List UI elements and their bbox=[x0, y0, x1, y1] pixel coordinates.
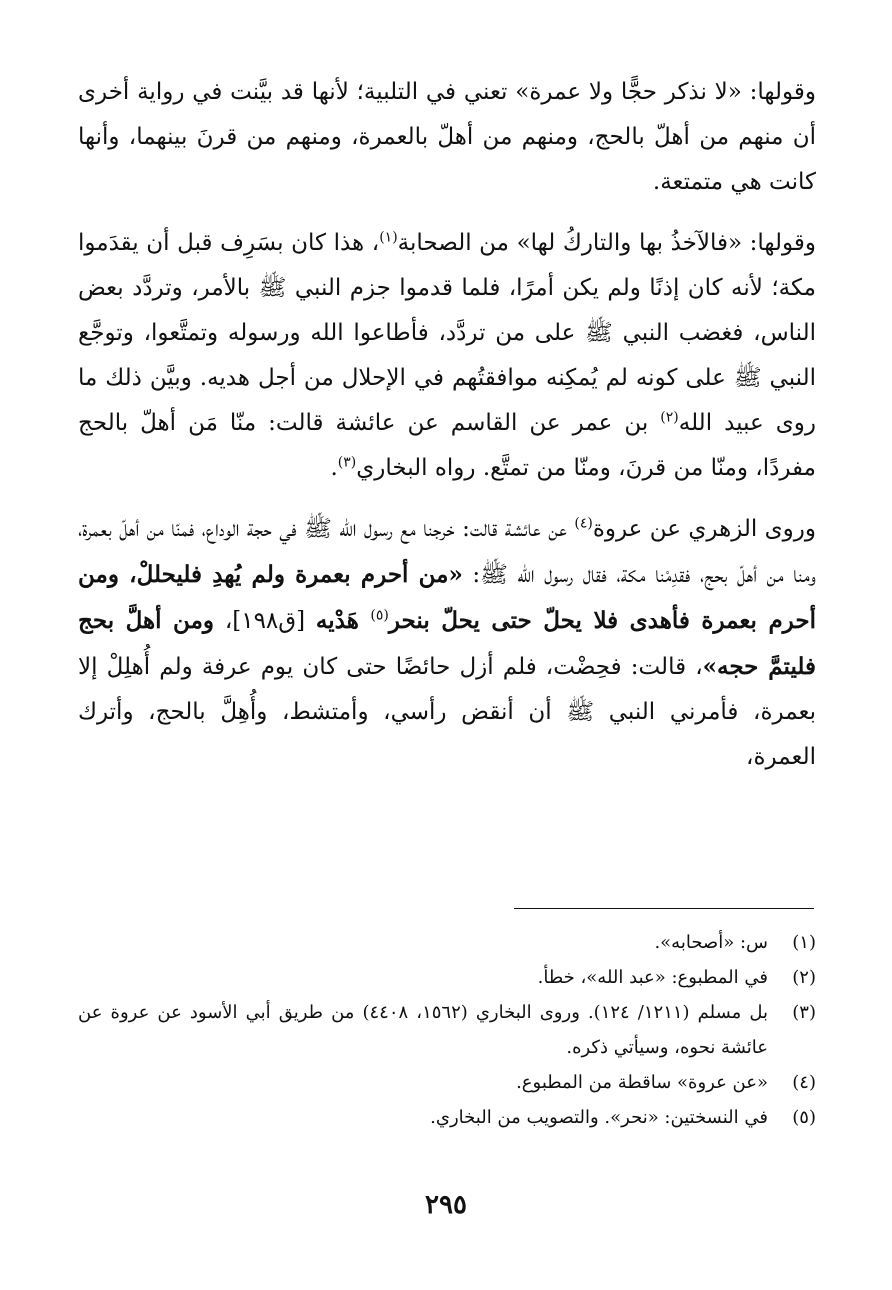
text-run: [ق١٩٨]، bbox=[214, 608, 316, 634]
paragraph bbox=[78, 507, 816, 780]
footnote-item bbox=[78, 1100, 816, 1135]
text-run: وروى الزهري عن عروة bbox=[592, 516, 816, 542]
footnote-ref: (٤) bbox=[574, 515, 593, 532]
footnote-number: (٣) bbox=[792, 1002, 816, 1023]
text-run: وقولها: «لا نذكر حجًّا ولا عمرة» تعني في التلبية؛ لأنها قد بيَّنت في رواية أخرى أن منهم من أهلّ بالحج، ومنهم من أهلّ بالعمرة، ومنهم من قرنَ بينهما، وأنها كانت هي متمتعة. bbox=[78, 79, 816, 195]
footnote-text: في المطبوع: «عبد الله»، خطأ. bbox=[537, 967, 768, 988]
footnote-ref: (٥) bbox=[370, 607, 389, 624]
footnote-text: بل مسلم (١٢١١/ ١٢٤). وروى البخاري (١٥٦٢، ٤٤٠٨) من طريق أبي الأسود عن عروة عن عائشة نحوه، وسيأتي ذكره. bbox=[78, 1002, 768, 1058]
footnote-item bbox=[78, 960, 816, 995]
text-run: عن عائشة قالت: خرجنا مع رسول الله ﷺ في حجة الوداع، فمنّا من أهلّ بعمرة، ومنا من أهلّ بحج، فقدِمْنا مكة، فقال رسول الله ﷺ: bbox=[78, 516, 816, 588]
hadith-quote: هَدْيه bbox=[315, 607, 371, 634]
footnote-number: (٥) bbox=[792, 1107, 816, 1128]
paragraph bbox=[78, 70, 816, 205]
footnote-item bbox=[78, 925, 816, 960]
footnote-number: (٤) bbox=[792, 1072, 816, 1093]
footnote-number: (١) bbox=[792, 932, 816, 953]
footnote-item bbox=[78, 1065, 816, 1100]
text-run: وقولها: «فالآخذُ بها والتاركُ لها» من الصحابة bbox=[397, 230, 816, 256]
footnote-text: في النسختين: «نحر». والتصويب من البخاري. bbox=[430, 1107, 768, 1128]
footnote-ref: (٣) bbox=[337, 454, 357, 471]
footnote-number: (٢) bbox=[792, 967, 816, 988]
footnote-text: س: «أصحابه». bbox=[654, 932, 768, 953]
text-run: ، هذا كان بسَرِف قبل أن يقدَموا مكة؛ لأنه كان إذنًا ولم يكن أمرًا، فلما قدموا جزم النبي ﷺ بالأمر، وتردَّد بعض الناس، فغضب النبي ﷺ على من تردَّد، فأطاعوا الله ورسوله وتمتَّعوا، وتوجَّع النبي ﷺ على كونه لم يُمكِنه موافقتُهم في الإحلال من أجل هديه. وبيَّن ذلك ما روى عبيد الله bbox=[78, 230, 816, 436]
main-text bbox=[78, 70, 816, 796]
footnotes bbox=[78, 925, 816, 1135]
text-run: ، قالت: فحِضْت، فلم أزل حائضًا حتى كان يوم عرفة ولم أُهلِلْ إلا بعمرة، فأمرني النبي ﷺ أن أنقض رأسي، وأمتشط، وأُهِلَّ بالحج، وأترك العمرة، bbox=[78, 654, 816, 770]
footnote-divider bbox=[514, 908, 814, 909]
footnote-item bbox=[78, 995, 816, 1065]
footnote-text: «عن عروة» ساقطة من المطبوع. bbox=[516, 1072, 768, 1093]
paragraph bbox=[78, 221, 816, 491]
hadith-quote: ومن أهلَّ بحج فليتمَّ حجه» bbox=[78, 607, 817, 680]
text-run: . bbox=[330, 455, 338, 481]
text-run: بن عمر عن القاسم عن عائشة قالت: منّا مَن أهلّ بالحج مفردًا، ومنّا من قرنَ، ومنّا من تمتَّع. رواه البخاري bbox=[78, 410, 816, 481]
page-number: ٢٩٥ bbox=[425, 1190, 467, 1220]
footnote-ref: (١) bbox=[379, 229, 398, 246]
footnote-ref: (٢) bbox=[660, 409, 679, 426]
hadith-quote: «من أحرم بعمرة ولم يُهدِ فليحللْ، ومن أحرم بعمرة فأهدى فلا يحلّ حتى يحلّ بنحر bbox=[78, 561, 816, 634]
